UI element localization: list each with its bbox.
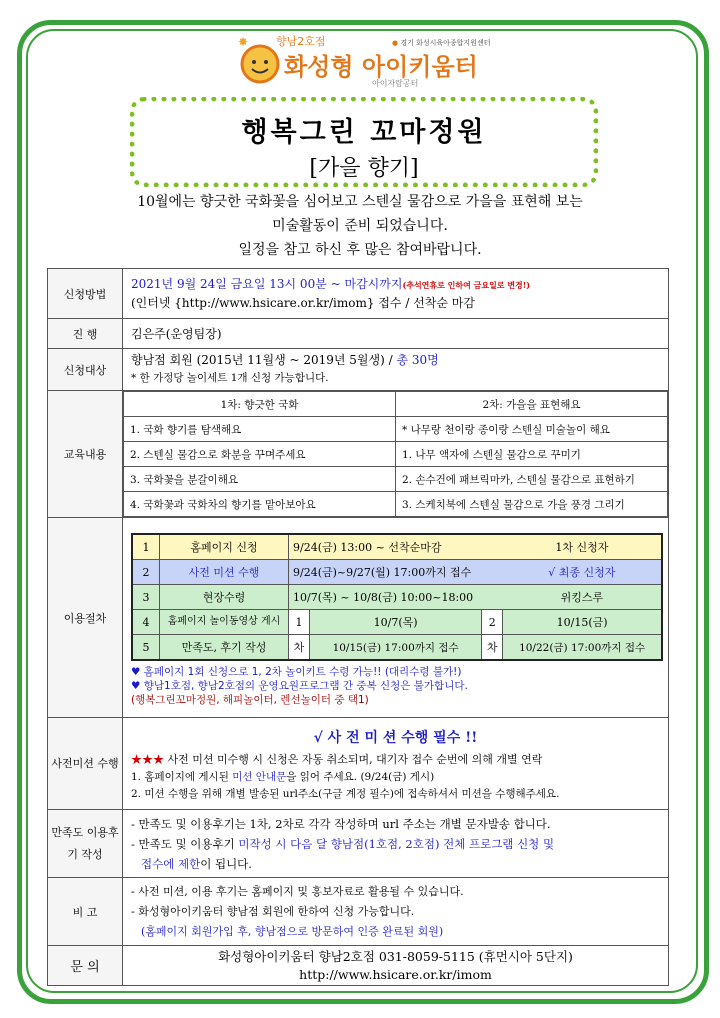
step-row <box>132 610 662 635</box>
stars: ★★★ <box>131 752 164 766</box>
step-name: 홈페이지 놀이동영상 게시 <box>160 610 289 635</box>
target-label: 신청대상 <box>48 349 123 391</box>
edu-item: 1. 나무 액자에 스텐실 물감으로 꾸미기 <box>396 442 668 467</box>
mission-label: 사전미션 수행 <box>48 718 123 810</box>
step-name: 현장수령 <box>160 585 289 610</box>
remark-label: 비 고 <box>48 878 123 946</box>
progress-value: 김은주(운영팀장) <box>123 319 669 349</box>
target-value: 향남점 회원 (2015년 11월생 ~ 2019년 5월생) / <box>131 353 397 367</box>
mission-guide: 미션 안내문 <box>232 770 287 783</box>
row-procedure <box>48 518 669 718</box>
step-who: 1차 신청자 <box>503 534 662 560</box>
page-title: 행복그린 꼬마정원 <box>241 117 487 148</box>
step-row <box>132 560 662 585</box>
org-name: 경기 화성시육아종합지원센터 <box>400 39 491 47</box>
row-apply <box>48 269 669 319</box>
phase-date: 10/15(금) <box>503 610 662 635</box>
procedure-notes <box>131 665 668 707</box>
intro-text <box>60 190 660 262</box>
contact-url[interactable]: http://www.hsicare.or.kr/imom <box>299 966 492 982</box>
phase-deadline: 10/22(금) 17:00까지 접수 <box>503 635 662 661</box>
edu-item: 2. 손수건에 패브릭마카, 스텐실 물감으로 표현하기 <box>396 467 668 492</box>
intro-line: 일정을 참고 하신 후 많은 참여바랍니다. <box>238 242 482 258</box>
phase-number: 1 <box>289 610 310 635</box>
remark-line: - 화성형아이키움터 향남점 회원에 한하여 신청 가능합니다. <box>131 904 415 918</box>
survey-line2: - 만족도 및 이용후기 <box>131 836 239 851</box>
target-note: * 한 가정당 놀이세트 1개 신청 가능합니다. <box>131 372 329 384</box>
svg-text:✸: ✸ <box>238 35 249 49</box>
procedure-label: 이용절차 <box>48 518 123 718</box>
step-number: 4 <box>132 610 160 635</box>
row-remark <box>48 878 669 946</box>
step-who: 위킹스루 <box>503 585 662 610</box>
survey-warning-end: 접수에 제한 <box>141 856 201 871</box>
step-time: 9/24(금) 13:00 ~ 선착순마감 <box>289 534 503 560</box>
edu-item: * 나무랑 천이랑 종이랑 스텐실 미술놀이 해요 <box>396 417 668 442</box>
org-logo: ● 경기 화성시육아종합지원센터 <box>392 39 491 47</box>
step-number: 5 <box>132 635 160 661</box>
apply-date: 2021년 9월 24일 금요일 13시 00분 ~ 마감시까지 <box>131 277 403 291</box>
mission-line2: 1. 홈페이지에 게시된 <box>131 770 233 783</box>
row-edu <box>48 391 669 518</box>
step-row <box>132 585 662 610</box>
step-number: 2 <box>132 560 160 585</box>
row-target <box>48 349 669 391</box>
contact-info: 화성형아이키움터 향남2호점 031-8059-5115 (휴먼시아 5단지) <box>218 948 573 964</box>
step-number: 3 <box>132 585 160 610</box>
phase-suffix: 차 <box>482 635 503 661</box>
step-name: 사전 미션 수행 <box>160 560 289 585</box>
survey-label: 만족도 이용후기 작성 <box>48 810 123 878</box>
step-who: √ 최종 신청자 <box>503 560 662 585</box>
apply-label: 신청방법 <box>48 269 123 319</box>
apply-method: (인터넷 {http://www.hsicare.or.kr/imom} 접수 / 선착순 마감 <box>131 296 475 310</box>
survey-warning: 미작성 시 다음 달 향남점(1호점, 2호점) 전체 프로그램 신청 및 <box>238 836 555 851</box>
phase-date: 10/7(목) <box>310 610 482 635</box>
contact-label: 문 의 <box>48 946 123 986</box>
progress-label: 진 행 <box>48 319 123 349</box>
mission-line3: 2. 미션 수행을 위해 개별 발송된 url주소(구글 계정 필수)에 접속하셔서 미션을 수행해주세요. <box>131 787 560 800</box>
phase-deadline: 10/15(금) 17:00까지 접수 <box>310 635 482 661</box>
logo-sub: 아이자람공터 <box>372 79 419 88</box>
note-line: ♥ 홈페이지 1회 신청으로 1, 2차 놀이키트 수령 가능!! (대리수령 불가!) <box>131 666 462 678</box>
edu-item: 1. 국화 향기를 탐색해요 <box>124 417 396 442</box>
row-progress <box>48 319 669 349</box>
intro-line: 미술활동이 준비 되었습니다. <box>272 218 448 234</box>
edu-label: 교육내용 <box>48 391 123 518</box>
step-name: 홈페이지 신청 <box>160 534 289 560</box>
edu-col2-title: 2차: 가을을 표현해요 <box>396 392 668 417</box>
note-line: ♥ 향남1호점, 향남2호점의 운영요원프로그램 간 중복 신청은 불가합니다. <box>131 680 468 692</box>
survey-line1: - 만족도 및 이용후기는 1차, 2차로 각각 작성하며 url 주소는 개별 문자발송 합니다. <box>131 816 551 831</box>
edu-item: 3. 스케치북에 스텐실 물감으로 가을 풍경 그리기 <box>396 492 668 517</box>
edu-item: 4. 국화꽃과 국화차의 향기를 맡아보아요 <box>124 492 396 517</box>
target-count: 총 30명 <box>396 353 439 367</box>
info-table <box>47 268 669 986</box>
row-mission <box>48 718 669 810</box>
survey-line3: 이 됩니다. <box>200 856 252 871</box>
intro-line: 10월에는 향긋한 국화꽃을 심어보고 스텐실 물감으로 가을을 표현해 보는 <box>137 194 583 210</box>
row-contact <box>48 946 669 986</box>
mission-line2-end: 을 읽어 주세요. (9/24(금) 게시) <box>286 770 435 783</box>
logo-branch: 향남2호점 <box>276 35 326 48</box>
step-time: 10/7(목) ~ 10/8(금) 10:00~18:00 <box>289 585 503 610</box>
phase-suffix: 차 <box>289 635 310 661</box>
title-box <box>130 97 598 187</box>
apply-note: (추석연휴로 인하여 금요일로 변경!) <box>402 280 531 290</box>
step-time: 9/24(금)~9/27(월) 17:00까지 접수 <box>289 560 503 585</box>
edu-col1-title: 1차: 향긋한 국화 <box>124 392 396 417</box>
steps-table <box>131 533 663 661</box>
phase-number: 2 <box>482 610 503 635</box>
remark-line: (홈페이지 회원가입 후, 향남점으로 방문하여 인증 완료된 회원) <box>141 924 444 938</box>
row-survey <box>48 810 669 878</box>
mission-title: √ 사 전 미 션 수행 필수 !! <box>313 729 478 746</box>
logo-name: 화성형 아이키움터 <box>284 53 478 81</box>
remark-line: - 사전 미션, 이용 후기는 홈페이지 및 홍보자료로 활용될 수 있습니다. <box>131 884 464 898</box>
step-row <box>132 534 662 560</box>
edu-table <box>123 391 668 517</box>
edu-item: 2. 스텐실 물감으로 화분을 꾸며주세요 <box>124 442 396 467</box>
step-name: 만족도, 후기 작성 <box>160 635 289 661</box>
mission-line1: 사전 미션 미수행 시 신청은 자동 취소되며, 대기자 접수 순번에 의해 개별 연락 <box>164 752 543 766</box>
page-subtitle: [가을 향기] <box>309 156 419 181</box>
step-row <box>132 635 662 661</box>
step-number: 1 <box>132 534 160 560</box>
note-line: (행복그린꼬마정원, 해피놀이터, 렌선놀이터 중 택1) <box>131 694 369 706</box>
edu-item: 3. 국화꽃을 분갈이해요 <box>124 467 396 492</box>
